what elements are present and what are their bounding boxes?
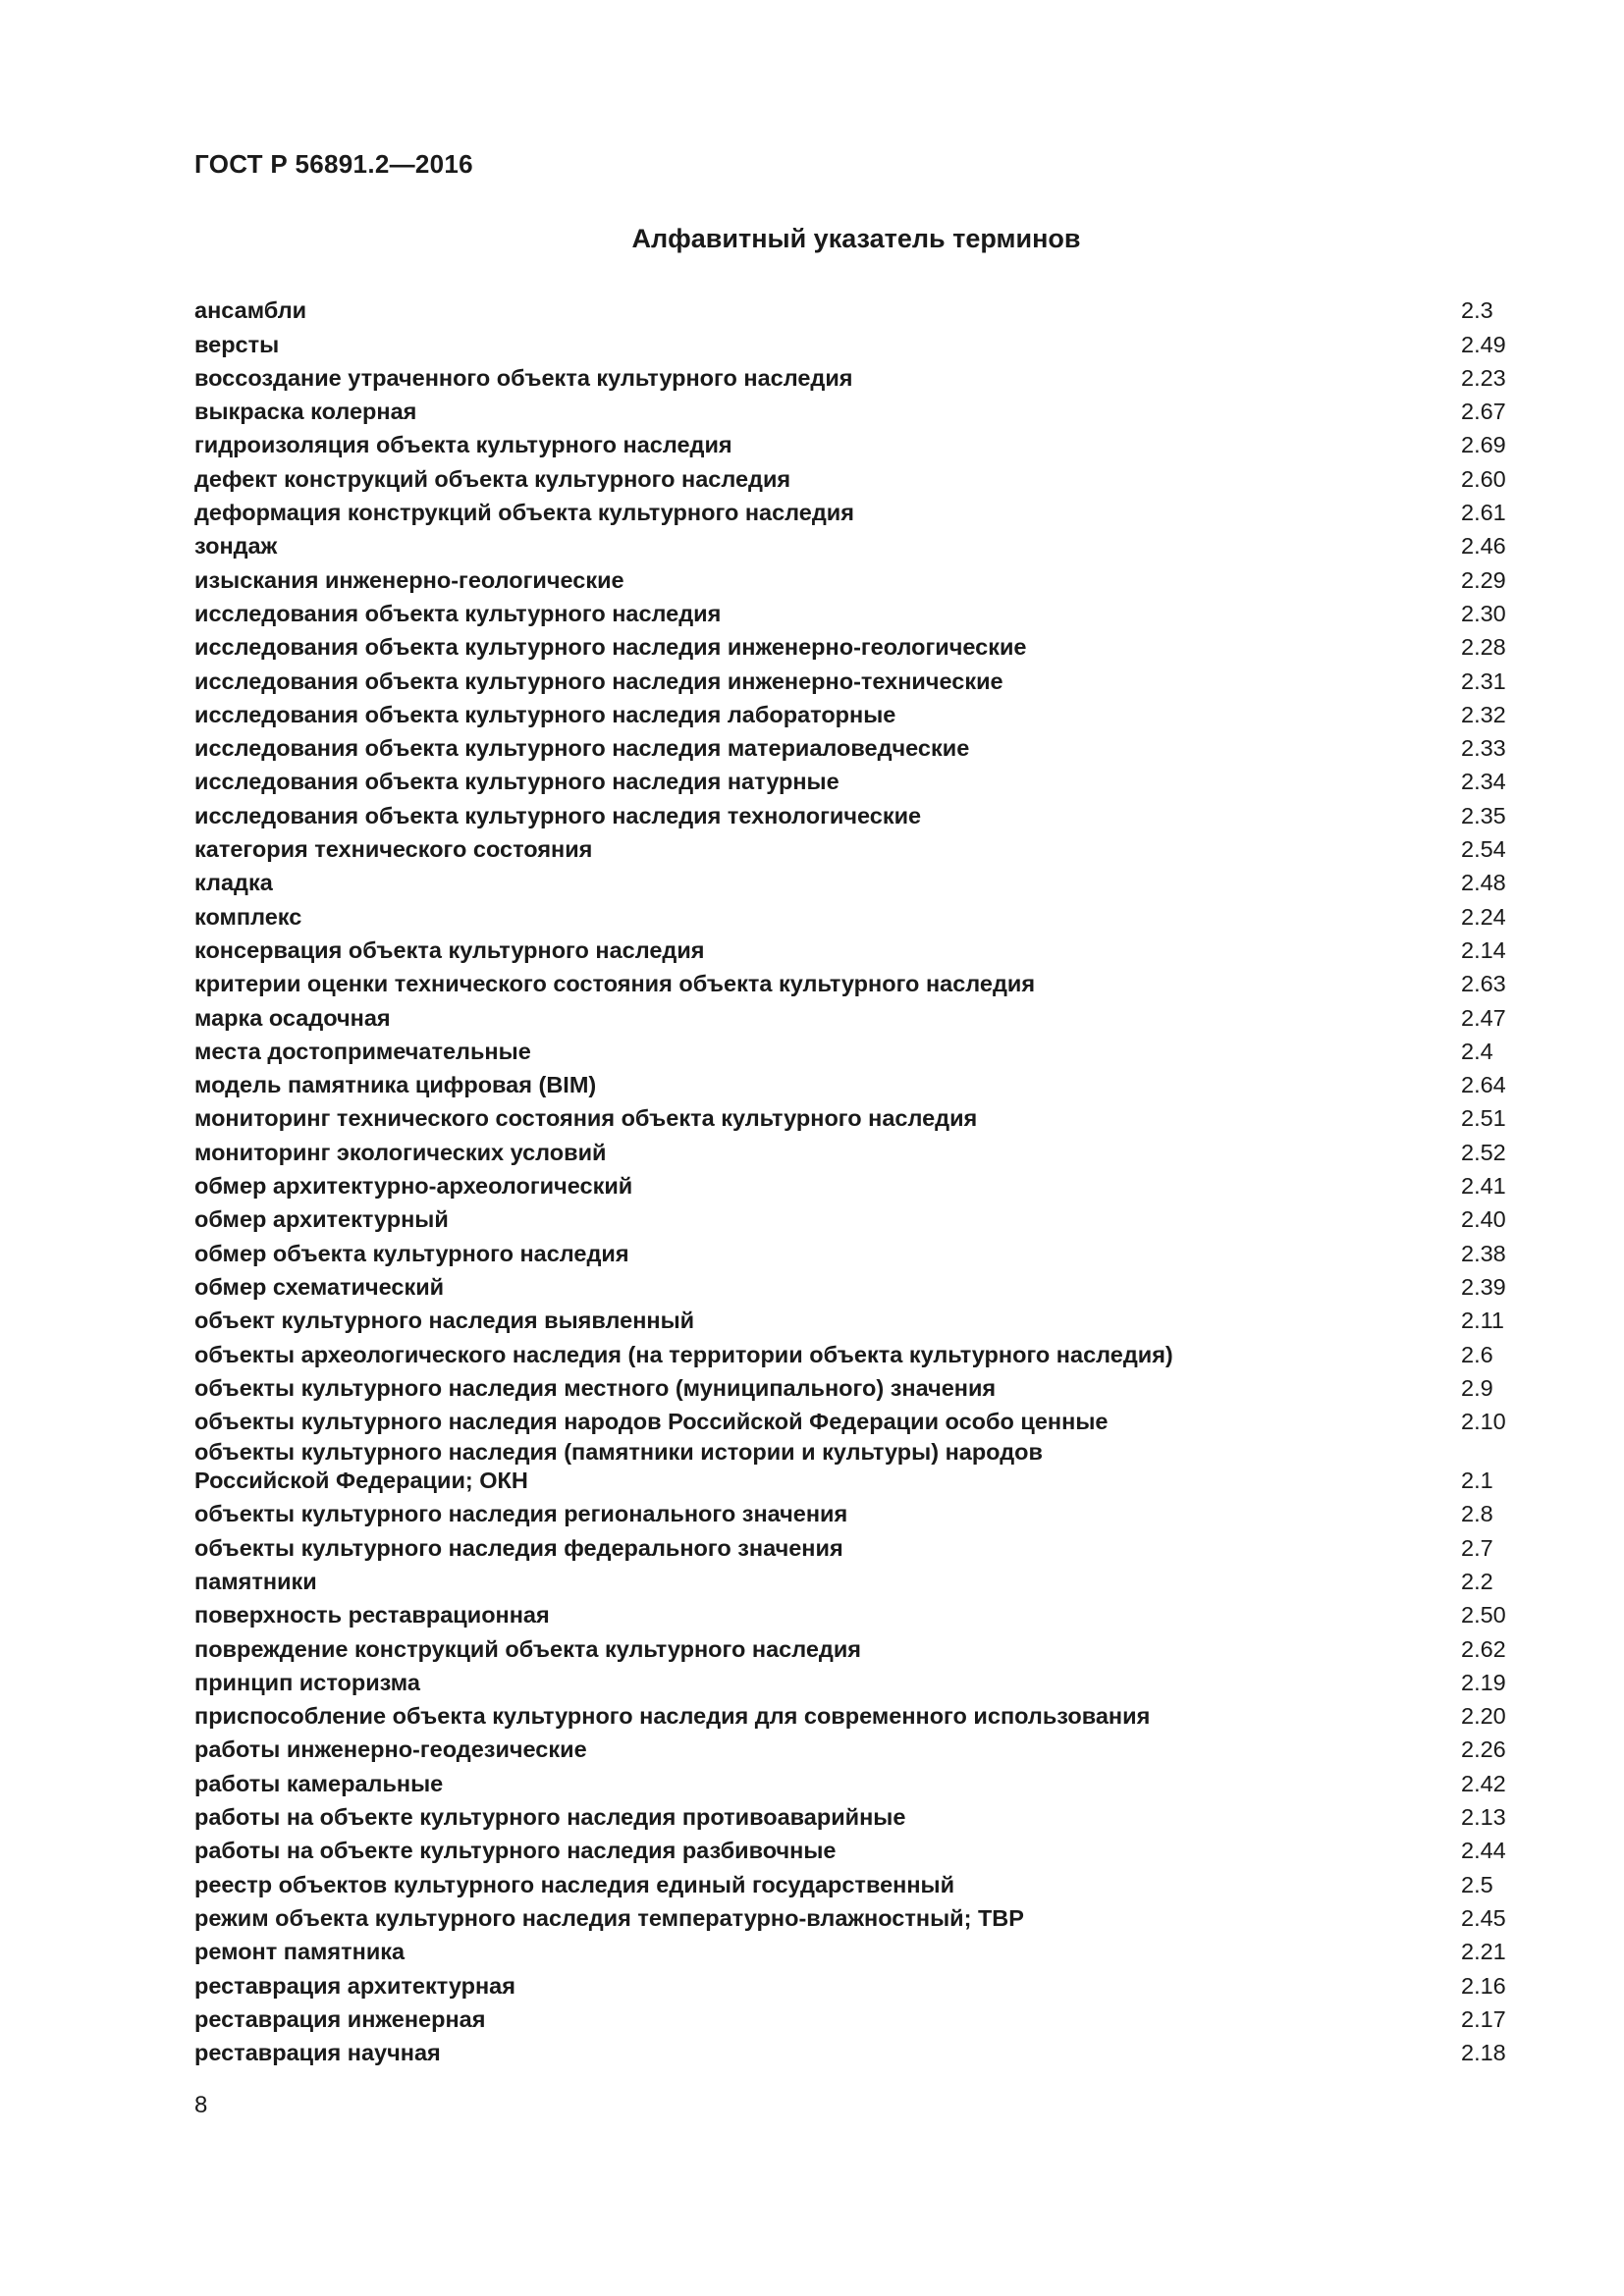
index-term: обмер архитектурно-археологический <box>194 1173 633 1200</box>
index-entry <box>194 1169 1510 1202</box>
index-ref-number: 2.23 <box>1461 364 1506 391</box>
index-ref-number: 2.49 <box>1461 331 1506 357</box>
index-entry <box>194 1236 1510 1269</box>
index-entry <box>194 461 1510 495</box>
index-entry <box>194 2036 1510 2069</box>
index-term: зондаж <box>194 533 278 560</box>
index-ref-number: 2.3 <box>1461 297 1493 324</box>
index-term: исследования объекта культурного наследия инженерно-технические <box>194 667 1003 694</box>
index-entry <box>194 1202 1510 1236</box>
index-term: деформация конструкций объекта культурного наследия <box>194 500 854 526</box>
index-entry <box>194 731 1510 765</box>
index-entry <box>194 1631 1510 1665</box>
index-ref-number: 2.29 <box>1461 566 1506 593</box>
index-entry <box>194 1766 1510 1799</box>
index-term: дефект конструкций объекта культурного наследия <box>194 465 791 492</box>
index-term: выкраска колерная <box>194 399 417 425</box>
index-ref-number: 2.16 <box>1461 1972 1506 1999</box>
index-entry <box>194 1135 1510 1168</box>
index-entry <box>194 1530 1510 1564</box>
index-term: марка осадочная <box>194 1004 391 1031</box>
index-ref-number: 2.19 <box>1461 1669 1506 1695</box>
index-ref-number: 2.30 <box>1461 600 1506 626</box>
index-ref-number: 2.44 <box>1461 1838 1506 1864</box>
index-entry <box>194 1968 1510 2002</box>
index-term: работы на объекте культурного наследия разбивочные <box>194 1838 837 1864</box>
index-ref-number: 2.42 <box>1461 1770 1506 1796</box>
index-entry <box>194 1800 1510 1834</box>
index-entry <box>194 1565 1510 1598</box>
index-ref-number: 2.2 <box>1461 1568 1493 1594</box>
index-term: комплекс <box>194 903 302 930</box>
index-entry <box>194 832 1510 866</box>
index-term: изыскания инженерно-геологические <box>194 566 624 593</box>
index-ref-number: 2.40 <box>1461 1206 1506 1233</box>
index-entry <box>194 428 1510 461</box>
index-term: места достопримечательные <box>194 1038 531 1064</box>
index-ref-number: 2.18 <box>1461 2040 1506 2066</box>
index-ref-number: 2.35 <box>1461 802 1506 828</box>
index-term: обмер архитектурный <box>194 1206 449 1233</box>
index-term: памятники <box>194 1568 317 1594</box>
index-entry <box>194 1068 1510 1101</box>
index-term: обмер схематический <box>194 1273 445 1300</box>
index-entry <box>194 529 1510 562</box>
index-entry <box>194 1371 1510 1405</box>
index-ref-number: 2.4 <box>1461 1038 1493 1064</box>
index-ref-number: 2.10 <box>1461 1409 1506 1435</box>
index-entry <box>194 1733 1510 1766</box>
index-ref-number: 2.63 <box>1461 971 1506 997</box>
index-term: работы на объекте культурного наследия противоаварийные <box>194 1804 906 1831</box>
index-ref-number: 2.9 <box>1461 1374 1493 1401</box>
index-entry <box>194 1000 1510 1034</box>
index-entry <box>194 1405 1510 1438</box>
index-term: объекты культурного наследия (памятники истории и культуры) народов Российской Федерации; ОКН <box>194 1439 1043 1494</box>
index-term: исследования объекта культурного наследия натурные <box>194 769 839 795</box>
index-entry <box>194 1935 1510 1968</box>
index-entry <box>194 1666 1510 1699</box>
index-term: обмер объекта культурного наследия <box>194 1240 629 1266</box>
index-term: гидроизоляция объекта культурного наследия <box>194 432 732 458</box>
index-ref-number: 2.51 <box>1461 1105 1506 1132</box>
index-term: приспособление объекта культурного наследия для современного использования <box>194 1703 1151 1730</box>
index-term: воссоздание утраченного объекта культурного наследия <box>194 364 853 391</box>
index-entry <box>194 1834 1510 1867</box>
index-ref-number: 2.45 <box>1461 1904 1506 1931</box>
index-entry <box>194 496 1510 529</box>
index-entry <box>194 327 1510 360</box>
index-entry <box>194 562 1510 596</box>
index-term: повреждение конструкций объекта культурного наследия <box>194 1635 861 1662</box>
index-entry <box>194 294 1510 327</box>
index-ref-number: 2.64 <box>1461 1072 1506 1098</box>
index-term: модель памятника цифровая (BIM) <box>194 1072 597 1098</box>
index-ref-number: 2.17 <box>1461 2005 1506 2032</box>
index-term: кладка <box>194 870 273 896</box>
index-term: исследования объекта культурного наследия материаловедческие <box>194 735 970 762</box>
index-term: критерии оценки технического состояния объекта культурного наследия <box>194 971 1036 997</box>
index-entry <box>194 597 1510 630</box>
index-ref-number: 2.5 <box>1461 1871 1493 1897</box>
index-ref-number: 2.6 <box>1461 1341 1493 1367</box>
index-entry <box>194 1304 1510 1337</box>
index-entry <box>194 1438 1510 1497</box>
index-entry <box>194 630 1510 664</box>
page-title: Алфавитный указатель терминов <box>631 224 1081 253</box>
index-entry <box>194 866 1510 899</box>
index-ref-number: 2.60 <box>1461 465 1506 492</box>
index-term: исследования объекта культурного наследия инженерно-геологические <box>194 634 1027 661</box>
document-code: ГОСТ Р 56891.2—2016 <box>194 149 473 179</box>
index-ref-number: 2.67 <box>1461 399 1506 425</box>
index-ref-number: 2.31 <box>1461 667 1506 694</box>
index-ref-number: 2.7 <box>1461 1534 1493 1561</box>
index-term: объекты культурного наследия местного (муниципального) значения <box>194 1374 997 1401</box>
index-ref-number: 2.62 <box>1461 1635 1506 1662</box>
index-term: принцип историзма <box>194 1669 420 1695</box>
index-term: поверхность реставрационная <box>194 1602 550 1629</box>
index-ref-number: 2.52 <box>1461 1139 1506 1165</box>
index-ref-number: 2.24 <box>1461 903 1506 930</box>
index-term: режим объекта культурного наследия температурно-влажностный; ТВР <box>194 1904 1024 1931</box>
index-ref-number: 2.69 <box>1461 432 1506 458</box>
index-ref-number: 2.21 <box>1461 1939 1506 1965</box>
index-ref-number: 2.1 <box>1461 1468 1493 1494</box>
index-term: исследования объекта культурного наследия технологические <box>194 802 922 828</box>
page-number: 8 <box>194 2092 208 2118</box>
index-entry <box>194 361 1510 395</box>
index-term: объекты культурного наследия федерального значения <box>194 1534 843 1561</box>
index-ref-number: 2.38 <box>1461 1240 1506 1266</box>
index-ref-number: 2.11 <box>1461 1308 1504 1334</box>
index-term: консервация объекта культурного наследия <box>194 936 705 963</box>
index-term: объект культурного наследия выявленный <box>194 1308 695 1334</box>
index-ref-number: 2.8 <box>1461 1501 1493 1527</box>
index-entry <box>194 1035 1510 1068</box>
index-term: версты <box>194 331 280 357</box>
index-term: мониторинг экологических условий <box>194 1139 607 1165</box>
index-entry <box>194 1497 1510 1530</box>
index-ref-number: 2.20 <box>1461 1703 1506 1730</box>
index-term: ансамбли <box>194 297 307 324</box>
index-term: объекты культурного наследия регионального значения <box>194 1501 848 1527</box>
index-ref-number: 2.26 <box>1461 1736 1506 1763</box>
index-ref-number: 2.54 <box>1461 836 1506 863</box>
index-entry <box>194 664 1510 697</box>
index-entry <box>194 765 1510 798</box>
index-ref-number: 2.41 <box>1461 1173 1506 1200</box>
index-entry <box>194 1699 1510 1733</box>
index-term: реставрация архитектурная <box>194 1972 515 1999</box>
term-index-list <box>194 294 1510 2069</box>
index-term: реставрация инженерная <box>194 2005 486 2032</box>
index-ref-number: 2.32 <box>1461 701 1506 727</box>
index-ref-number: 2.39 <box>1461 1273 1506 1300</box>
index-term: работы камеральные <box>194 1770 444 1796</box>
index-entry <box>194 1101 1510 1135</box>
index-ref-number: 2.33 <box>1461 735 1506 762</box>
index-entry <box>194 1867 1510 1900</box>
index-entry <box>194 1598 1510 1631</box>
index-ref-number: 2.28 <box>1461 634 1506 661</box>
index-entry <box>194 1270 1510 1304</box>
index-ref-number: 2.48 <box>1461 870 1506 896</box>
index-ref-number: 2.13 <box>1461 1804 1506 1831</box>
index-entry <box>194 798 1510 831</box>
index-entry <box>194 1901 1510 1935</box>
index-term: реестр объектов культурного наследия единый государственный <box>194 1871 955 1897</box>
index-entry <box>194 2002 1510 2036</box>
index-term: исследования объекта культурного наследия <box>194 600 722 626</box>
index-ref-number: 2.34 <box>1461 769 1506 795</box>
index-term: объекты культурного наследия народов Российской Федерации особо ценные <box>194 1409 1109 1435</box>
index-entry <box>194 1337 1510 1370</box>
index-ref-number: 2.50 <box>1461 1602 1506 1629</box>
index-term: категория технического состояния <box>194 836 593 863</box>
index-entry <box>194 395 1510 428</box>
index-ref-number: 2.47 <box>1461 1004 1506 1031</box>
index-ref-number: 2.61 <box>1461 500 1506 526</box>
index-term: исследования объекта культурного наследия лабораторные <box>194 701 896 727</box>
index-entry <box>194 698 1510 731</box>
index-ref-number: 2.14 <box>1461 936 1506 963</box>
index-term: ремонт памятника <box>194 1939 406 1965</box>
index-entry <box>194 967 1510 1000</box>
index-entry <box>194 899 1510 933</box>
index-ref-number: 2.46 <box>1461 533 1506 560</box>
index-term: реставрация научная <box>194 2040 441 2066</box>
index-term: работы инженерно-геодезические <box>194 1736 587 1763</box>
index-term: мониторинг технического состояния объекта культурного наследия <box>194 1105 978 1132</box>
index-entry <box>194 934 1510 967</box>
index-term: объекты археологического наследия (на территории объекта культурного наследия) <box>194 1341 1173 1367</box>
